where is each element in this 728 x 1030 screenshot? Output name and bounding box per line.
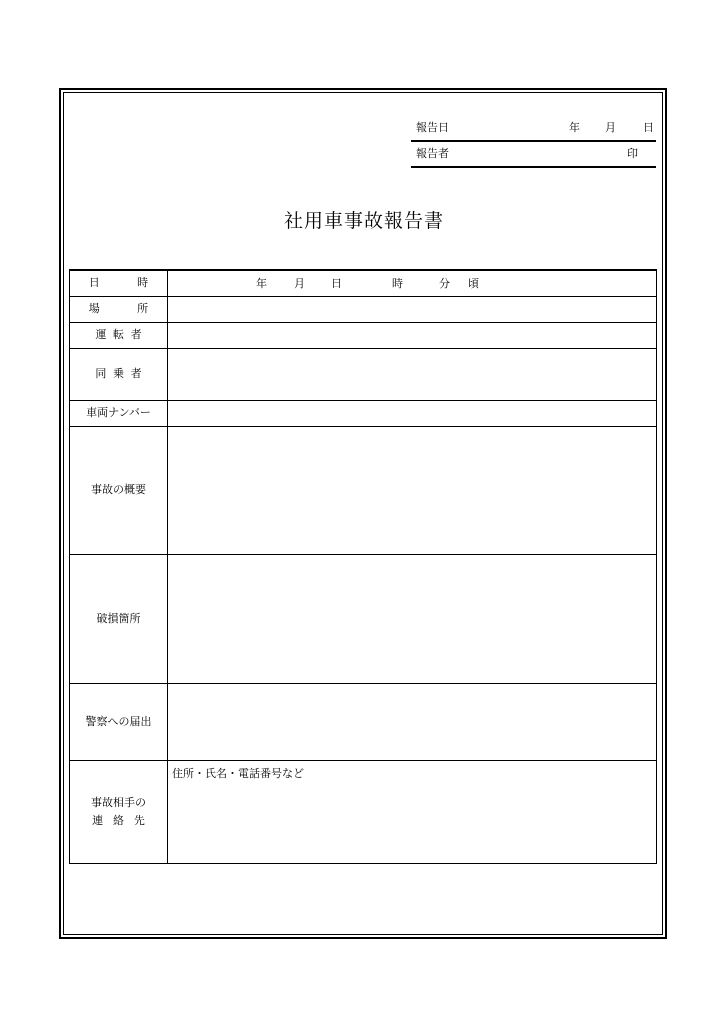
datetime-hour: 時 [392,277,403,290]
seal-mark: 印 [627,147,638,160]
row-police [70,683,657,760]
summary-field[interactable] [168,426,657,554]
accident-report-table [69,269,657,864]
datetime-month: 月 [294,277,305,290]
row-damage [70,554,657,683]
datetime-year: 年 [256,277,267,290]
place-label: 場 所 [70,296,168,322]
passengers-field[interactable] [168,348,657,400]
police-label: 警察への届出 [70,683,168,760]
row-datetime [70,270,657,296]
datetime-day: 日 [331,277,342,290]
report-date-label: 報告日 [416,121,449,134]
damage-field[interactable] [168,554,657,683]
row-driver [70,322,657,348]
datetime-field[interactable] [168,270,657,296]
plate-number-label: 車両ナンバー [70,400,168,426]
other-party-label [70,760,168,863]
row-summary [70,426,657,554]
report-date-month: 月 [605,121,616,134]
passengers-label: 同乗者 [70,348,168,400]
summary-label: 事故の概要 [70,426,168,554]
page-title: 社用車事故報告書 [283,210,444,232]
datetime-approx: 頃 [468,277,479,290]
report-date-year: 年 [569,121,580,134]
other-party-field[interactable] [168,760,657,863]
datetime-label: 日 時 [70,270,168,296]
row-place [70,296,657,322]
other-party-label-line1: 事故相手の [91,795,146,809]
row-passengers [70,348,657,400]
place-field[interactable] [168,296,657,322]
reporter-row[interactable] [411,142,656,168]
other-party-note: 住所・氏名・電話番号など [172,766,304,780]
datetime-minute: 分 [439,277,450,290]
report-date-row[interactable] [411,116,656,142]
other-party-label-line2: 連絡先 [92,813,155,827]
row-plate-number [70,400,657,426]
plate-number-field[interactable] [168,400,657,426]
damage-label: 破損箇所 [70,554,168,683]
police-field[interactable] [168,683,657,760]
reporter-label: 報告者 [416,147,449,160]
row-other-party [70,760,657,863]
driver-label: 運転者 [70,322,168,348]
report-date-day: 日 [643,121,654,134]
driver-field[interactable] [168,322,657,348]
